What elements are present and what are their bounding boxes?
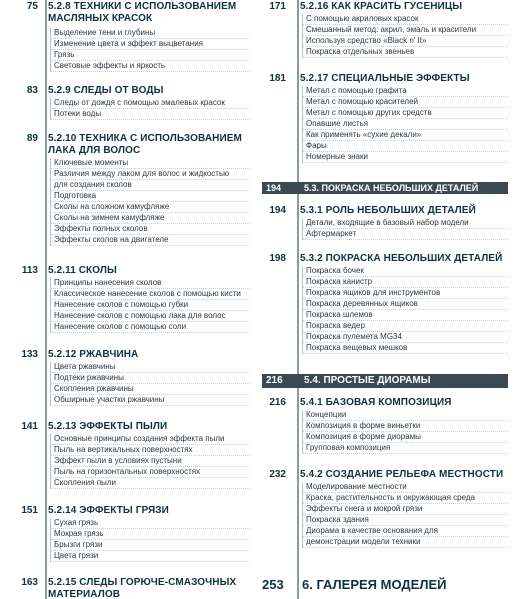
toc-item: Смешанный метод: акрил, эмаль и красители: [302, 25, 508, 36]
toc-item: Грязь: [50, 50, 250, 61]
toc-item: Изменение цвета и эффект выцветания: [50, 39, 250, 50]
toc-item: Покраска бочек: [302, 266, 508, 277]
chapter-page-number: 216: [266, 375, 283, 386]
chapter-title: 5.4. ПРОСТЫЕ ДИОРАМЫ: [304, 375, 431, 386]
toc-item: Нанесение сколов с помощью соли: [50, 322, 250, 333]
gallery-page-number: 253: [262, 577, 284, 592]
section-items: [50, 518, 250, 562]
section-title: 5.2.13 ЭФФЕКТЫ ПЫЛИ: [48, 421, 168, 432]
toc-item: демонстрации модели техники: [302, 537, 508, 548]
toc-item: Покраска деревянных ящиков: [302, 299, 508, 310]
page-number: 141: [21, 421, 38, 432]
section-title: 5.2.10 ТЕХНИКА С ИСПОЛЬЗОВАНИЕМ ЛАКА ДЛЯ ВОЛОС: [48, 133, 242, 156]
toc-item: Эффект пыли в условиях пустыни: [50, 456, 250, 467]
toc-item: Обширные участки ржавчины: [50, 395, 250, 406]
toc-item: Подтеки ржавчины: [50, 373, 250, 384]
toc-item: Покраска шлемов: [302, 310, 508, 321]
toc-item: Фары: [302, 141, 508, 152]
section-title: 5.2.16 КАК КРАСИТЬ ГУСЕНИЦЫ: [300, 1, 463, 12]
toc-item: Покраска канистр: [302, 277, 508, 288]
toc-item: Покраска ведер: [302, 321, 508, 332]
toc-item: Покраска здания: [302, 515, 508, 526]
section-items: [50, 98, 250, 120]
toc-item: Моделирование местности: [302, 482, 508, 493]
section-title: 5.2.9 СЛЕДЫ ОТ ВОДЫ: [48, 85, 164, 96]
section-items: [302, 86, 508, 163]
toc-item: Афтермаркет: [302, 229, 508, 240]
page-number: 75: [26, 1, 38, 12]
section-title: 5.2.14 ЭФФЕКТЫ ГРЯЗИ: [48, 505, 169, 516]
toc-item: Покраска вещевых мешков: [302, 343, 508, 354]
section-items: [50, 158, 250, 246]
toc-item: Метал с помощью других средств: [302, 108, 508, 119]
toc-item: Нанесение сколов с помощью губки: [50, 300, 250, 311]
gallery-heading: [262, 576, 508, 594]
page-number: 198: [269, 253, 286, 264]
page-number: 171: [269, 1, 286, 12]
toc-item: Цвета ржавчины: [50, 362, 250, 373]
toc-item: Краска, растительность и окружающая среда: [302, 493, 508, 504]
page-number: 133: [21, 349, 38, 360]
toc-item: Используя средство «Black n' It»: [302, 36, 508, 47]
toc-item: Пыль на горизонтальных поверхностях: [50, 467, 250, 478]
toc-item: Эффекты снега и мокрой грязи: [302, 504, 508, 515]
page-number: 232: [269, 469, 286, 480]
toc-item: Эффекты сколов на двигателе: [50, 235, 250, 246]
page-number: 216: [269, 397, 286, 408]
toc-item: Подготовка: [50, 191, 250, 202]
toc-item: для создания сколов: [50, 180, 250, 191]
toc-item: Метал с помощью красителей: [302, 97, 508, 108]
section-title: 5.2.17 СПЕЦИАЛЬНЫЕ ЭФФЕКТЫ: [300, 73, 470, 84]
section-title: 5.2.12 РЖАВЧИНА: [48, 349, 139, 360]
section-items: [302, 14, 508, 58]
section-title: 5.4.2 СОЗДАНИЕ РЕЛЬЕФА МЕСТНОСТИ: [300, 469, 504, 480]
toc-item: Скопления пыли: [50, 478, 250, 489]
toc-item: Сколы на сложном камуфляже: [50, 202, 250, 213]
toc-item: Классическое нанесение сколов с помощью кисти: [50, 289, 250, 300]
section-title: 5.3.1 РОЛЬ НЕБОЛЬШИХ ДЕТАЛЕЙ: [300, 205, 476, 216]
toc-item: Следы от дождя с помощью эмалевых красок: [50, 98, 250, 109]
toc-item: Детали, входящие в базовый набор модели: [302, 218, 508, 229]
toc-item: Основные принципы создания эффекта пыли: [50, 434, 250, 445]
toc-item: Эффекты полных сколов: [50, 224, 250, 235]
toc-item: Различия между лаком для волос и жидкостью: [50, 169, 250, 180]
toc-right-column: [258, 0, 514, 599]
section-title: 5.4.1 БАЗОВАЯ КОМПОЗИЦИЯ: [300, 397, 452, 408]
toc-item: Концепции: [302, 410, 508, 421]
section-title: 5.2.8 ТЕХНИКИ С ИСПОЛЬЗОВАНИЕМ МАСЛЯНЫХ КРАСОК: [48, 1, 237, 24]
toc-item: Групповая композиция: [302, 443, 508, 454]
toc-item: Нанесение сколов с помощью лака для волос: [50, 311, 250, 322]
toc-item: Диорама в качестве основания для: [302, 526, 508, 537]
toc-item: Потеки воды: [50, 109, 250, 120]
toc-item: С помощью акриловых красок: [302, 14, 508, 25]
page-number: 113: [21, 265, 38, 276]
toc-item: Пыль на вертикальных поверхностях: [50, 445, 250, 456]
toc-item: Сколы на зимнем камуфляже: [50, 213, 250, 224]
section-title: 5.2.15 СЛЕДЫ ГОРЮЧЕ-СМАЗОЧНЫХ МАТЕРИАЛОВ: [48, 577, 237, 599]
section-items: [50, 362, 250, 406]
section-items: [302, 482, 508, 548]
page-number: 89: [26, 133, 38, 144]
toc-item: Как применять «сухие декали»: [302, 130, 508, 141]
section-title: 5.3.2 ПОКРАСКА НЕБОЛЬШИХ ДЕТАЛЕЙ: [300, 253, 503, 264]
toc-item: Опавшие листья: [302, 119, 508, 130]
chapter-band: [262, 374, 508, 388]
toc-item: Ключевые моменты: [50, 158, 250, 169]
section-items: [302, 410, 508, 454]
section-items: [302, 266, 508, 354]
toc-left-column: [0, 0, 256, 599]
right-divider-line: [297, 0, 299, 599]
gallery-title: 6. ГАЛЕРЕЯ МОДЕЛЕЙ: [302, 577, 447, 592]
toc-item: Метал с помощью графита: [302, 86, 508, 97]
toc-item: Композиция в форме виньетки: [302, 421, 508, 432]
toc-item: Покраска отдельных звеньев: [302, 47, 508, 58]
toc-item: Покраска ящиков для инструментов: [302, 288, 508, 299]
chapter-title: 5.3. ПОКРАСКА НЕБОЛЬШИХ ДЕТАЛЕЙ: [304, 183, 479, 193]
toc-item: Принципы нанесения сколов: [50, 278, 250, 289]
toc-item: Номерные знаки: [302, 152, 508, 163]
toc-item: Скопления ржавчины: [50, 384, 250, 395]
section-items: [50, 28, 250, 72]
page-number: 163: [21, 577, 38, 588]
section-title: 5.2.11 СКОЛЫ: [48, 265, 117, 276]
page-number: 151: [21, 505, 38, 516]
toc-item: Сухая грязь: [50, 518, 250, 529]
left-divider-line: [45, 0, 47, 599]
toc-item: Композиция в форме диорамы: [302, 432, 508, 443]
section-items: [50, 434, 250, 489]
toc-item: Цвета грязи: [50, 551, 250, 562]
toc-item: Мокрая грязь: [50, 529, 250, 540]
toc-item: Брызги грязи: [50, 540, 250, 551]
chapter-page-number: 194: [266, 183, 282, 193]
toc-item: Выделение тени и глубины: [50, 28, 250, 39]
section-items: [50, 278, 250, 333]
chapter-band: [262, 182, 508, 194]
page-number: 83: [26, 85, 38, 96]
section-items: [302, 218, 508, 240]
page-number: 181: [269, 73, 286, 84]
toc-item: Покраска пулемета MG34: [302, 332, 508, 343]
page-number: 194: [269, 205, 286, 216]
toc-item: Световые эффекты и яркость: [50, 61, 250, 72]
